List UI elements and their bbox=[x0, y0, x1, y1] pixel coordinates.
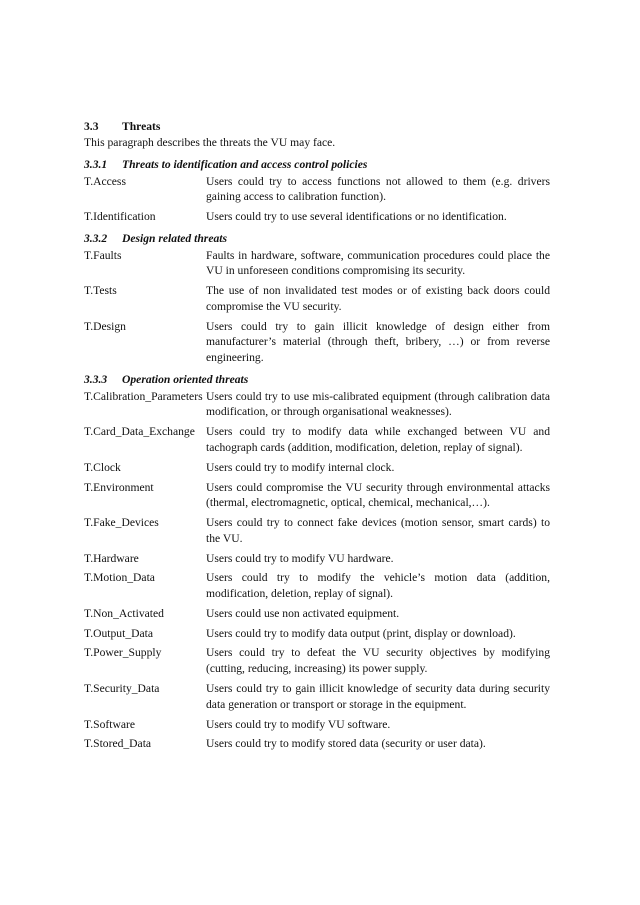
subsection-number: 3.3.2 bbox=[84, 231, 108, 245]
threat-description: Users could try to use mis-calibrated equipment (through calibration data modification, or through organisational weaknesses). bbox=[206, 389, 550, 419]
threat-row bbox=[84, 283, 550, 315]
threat-row bbox=[84, 736, 550, 752]
threat-description: Users could try to modify internal clock. bbox=[206, 460, 395, 474]
threat-row bbox=[84, 209, 550, 225]
threat-term: T.Motion_Data bbox=[84, 571, 155, 585]
threat-description: Users could try to modify data output (print, display or download). bbox=[206, 626, 516, 640]
threat-row bbox=[84, 681, 550, 713]
threat-term: T.Software bbox=[84, 717, 135, 731]
threat-term: T.Environment bbox=[84, 480, 154, 494]
threat-term: T.Calibration_Parameters bbox=[84, 389, 203, 403]
threat-term: T.Card_Data_Exchange bbox=[84, 425, 195, 439]
threat-term: T.Stored_Data bbox=[84, 737, 152, 751]
threat-description: Users could try to modify VU software. bbox=[206, 717, 391, 731]
threat-row bbox=[84, 174, 550, 206]
threat-description: Users could compromise the VU security through environmental attacks (thermal, electromagnetic, optical, chemical, mechanical,…). bbox=[206, 480, 550, 510]
document-page bbox=[84, 117, 550, 756]
threat-row bbox=[84, 319, 550, 366]
threat-row bbox=[84, 480, 550, 512]
threat-description: Users could try to gain illicit knowledge of design either from manufacturer’s material (through theft, bribery, …) or from reverse engineering. bbox=[206, 319, 550, 365]
threat-term: T.Faults bbox=[84, 248, 122, 262]
threat-row bbox=[84, 389, 550, 421]
subsection-heading bbox=[84, 372, 550, 388]
threat-term: T.Output_Data bbox=[84, 626, 154, 640]
threat-description: The use of non invalidated test modes or of existing back doors could compromise the VU security. bbox=[206, 284, 550, 313]
subsection-title: Design related threats bbox=[122, 231, 227, 245]
threat-description: Users could try to modify data while exchanged between VU and tachograph cards (addition, modification, deletion, replay of signal). bbox=[206, 425, 550, 455]
threat-row bbox=[84, 570, 550, 602]
threat-row bbox=[84, 424, 550, 456]
threat-description: Users could try to defeat the VU security objectives by modifying (cutting, reducing, increasing) its power supply. bbox=[206, 646, 550, 676]
threat-description: Users could try to modify VU hardware. bbox=[206, 551, 394, 565]
threat-term: T.Non_Activated bbox=[84, 606, 164, 620]
section-number: 3.3 bbox=[84, 120, 99, 134]
threat-row bbox=[84, 460, 550, 476]
subsection-title: Threats to identification and access control policies bbox=[122, 157, 368, 171]
threat-term: T.Security_Data bbox=[84, 681, 160, 695]
threat-row bbox=[84, 606, 550, 622]
threat-row bbox=[84, 248, 550, 280]
threat-description: Users could try to modify stored data (security or user data). bbox=[206, 737, 486, 751]
threat-row bbox=[84, 515, 550, 547]
subsection-heading bbox=[84, 231, 550, 247]
subsection-title: Operation oriented threats bbox=[122, 372, 249, 386]
section-title: Threats bbox=[122, 120, 161, 134]
threat-term: T.Power_Supply bbox=[84, 646, 162, 660]
threat-row bbox=[84, 645, 550, 677]
threat-description: Users could use non activated equipment. bbox=[206, 606, 400, 620]
threat-term: T.Design bbox=[84, 319, 126, 333]
threat-term: T.Hardware bbox=[84, 551, 139, 565]
threat-description: Users could try to modify the vehicle’s motion data (addition, modification, deletion, replay of signal). bbox=[206, 571, 550, 601]
subsection-number: 3.3.3 bbox=[84, 372, 108, 386]
subsection-heading bbox=[84, 157, 550, 173]
subsection-number: 3.3.1 bbox=[84, 157, 108, 171]
threat-term: T.Fake_Devices bbox=[84, 516, 159, 530]
section-intro: This paragraph describes the threats the VU may face. bbox=[84, 136, 336, 149]
threat-term: T.Clock bbox=[84, 460, 121, 474]
threat-description: Users could try to use several identifications or no identification. bbox=[206, 210, 507, 224]
section-heading bbox=[84, 117, 550, 135]
threat-row bbox=[84, 551, 550, 567]
threat-term: T.Identification bbox=[84, 210, 156, 224]
threat-description: Users could try to access functions not allowed to them (e.g. drivers gaining access to calibration function). bbox=[206, 174, 550, 204]
threat-description: Faults in hardware, software, communication procedures could place the VU in unforeseen conditions compromising its security. bbox=[206, 248, 550, 278]
threat-term: T.Tests bbox=[84, 284, 117, 298]
threat-term: T.Access bbox=[84, 174, 126, 188]
threat-row bbox=[84, 626, 550, 642]
threat-row bbox=[84, 717, 550, 733]
threat-description: Users could try to connect fake devices (motion sensor, smart cards) to the VU. bbox=[206, 516, 550, 545]
threat-description: Users could try to gain illicit knowledge of security data during security data generation or transport or storage in the equipment. bbox=[206, 681, 550, 711]
